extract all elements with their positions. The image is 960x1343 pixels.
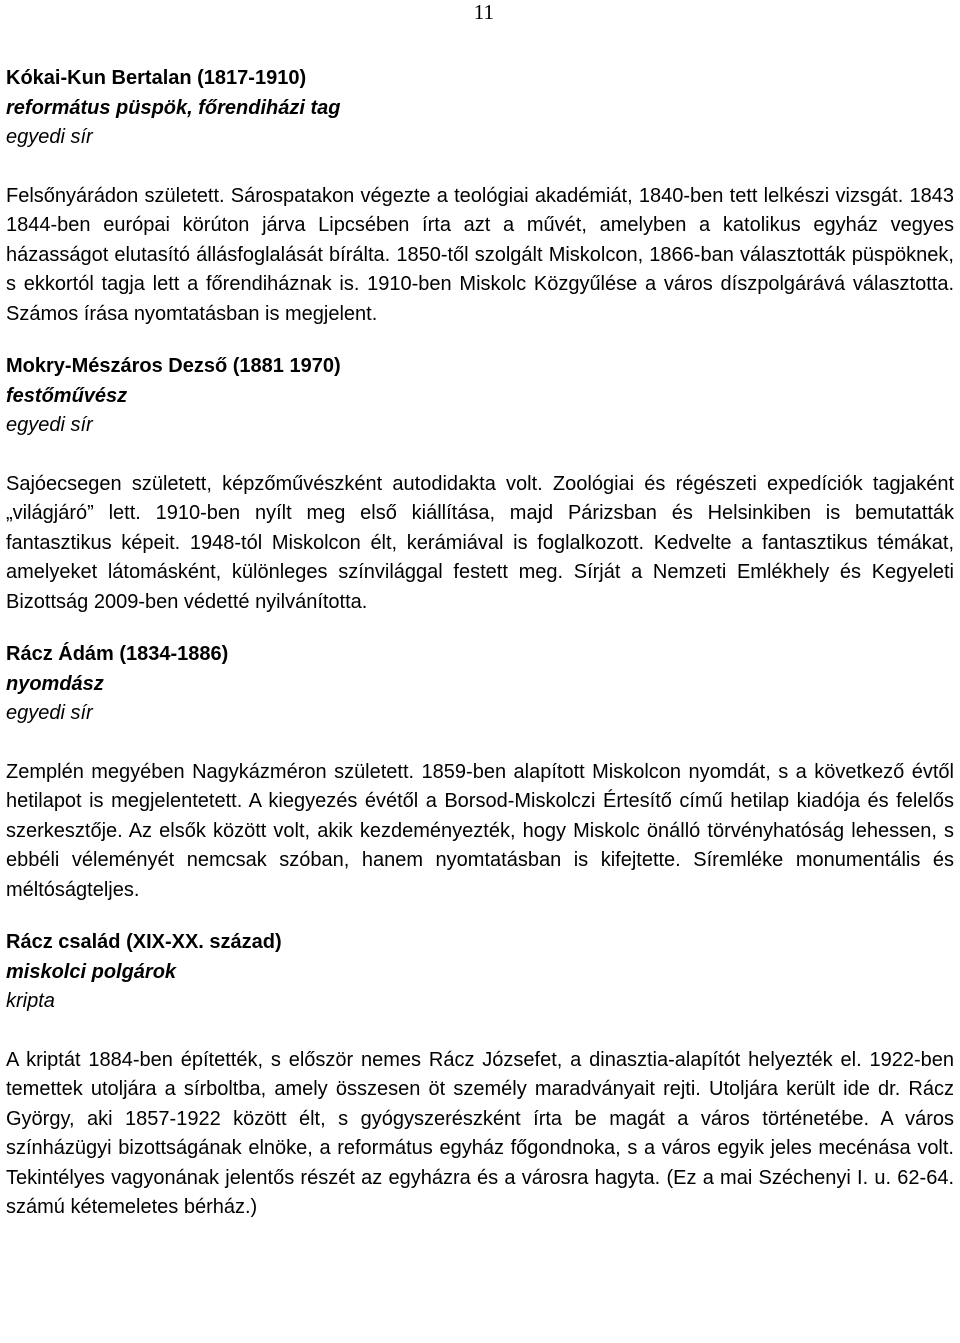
page-number: 11 — [473, 0, 494, 24]
entry-racz-adam — [6, 640, 954, 905]
entry-name: Rácz család (XIX-XX. század) — [6, 931, 282, 953]
entry-name: Mokry-Mészáros Dezső (1881 1970) — [6, 355, 341, 377]
entry-grave-type: kripta — [6, 990, 55, 1012]
entry-role: nyomdász — [6, 672, 104, 695]
entry-grave-type: egyedi sír — [6, 126, 93, 148]
entry-biography: Zemplén megyében Nagykázméron született. 1859-ben alapított Miskolcon nyomdát, s a következő évtől hetilapot is megjelentetett. A kiegyezés évétől a Borsod-Miskolczi Értesítő című hetilap kiadója és felelős szerkesztője. Az elsők között volt, akik kezdeményezték, hogy Miskolc önálló törvényhatóság lehessen, s ebbéli véleményét nemcsak szóban, hanem nyomtatásban is kifejtette. Síremléke monumentális és méltóságteljes. — [6, 760, 954, 901]
entry-biography: Sajóecsegen született, képzőművészként autodidakta volt. Zoológiai és régészeti expedíciók tagjaként „világjáró” lett. 1910-ben nyílt meg első kiállítása, majd Párizsban és Helsinkiben is bemutatták fantasztikus képeit. 1948-tól Miskolcon élt, kerámiával is foglalkozott. Kedvelte a fantasztikus témákat, amelyeket látomásként, különleges színvilággal festett meg. Sírját a Nemzeti Emlékhely és Kegyeleti Bizottság 2009-ben védetté nyilvánította. — [6, 472, 954, 613]
entry-grave-type: egyedi sír — [6, 414, 93, 436]
entry-mokry-meszaros-dezso — [6, 352, 954, 617]
entry-racz-csalad — [6, 928, 954, 1223]
entry-role: miskolci polgárok — [6, 960, 177, 983]
document-body — [6, 64, 954, 1223]
entry-kokai-kun-bertalan — [6, 64, 954, 329]
entry-role: református püspök, főrendiházi tag — [6, 96, 341, 119]
entry-biography: Felsőnyárádon született. Sárospatakon végezte a teológiai akadémiát, 1840-ben tett lelkészi vizsgát. 1843 1844-ben európai körúton járva Lipcsében írta azt a művét, amelyben a katolikus egyház vegyes házasságot elutasító állásfoglalását bírálta. 1850-től szolgált Miskolcon, 1866-ban választották püspöknek, s ekkortól tagja lett a főrendiháznak is. 1910-ben Miskolc Közgyűlése a város díszpolgárává választotta. Számos írása nyomtatásban is megjelent. — [6, 184, 954, 325]
entry-name: Rácz Ádám (1834-1886) — [6, 643, 229, 665]
entry-name: Kókai-Kun Bertalan (1817-1910) — [6, 67, 307, 89]
entry-grave-type: egyedi sír — [6, 702, 93, 724]
entry-biography: A kriptát 1884-ben építették, s először nemes Rácz Józsefet, a dinasztia-alapítót helyezték el. 1922-ben temettek utoljára a sírboltba, amely összesen öt személy maradványait rejti. Utoljára került ide dr. Rácz György, aki 1857-1922 között élt, s gyógyszerészként írta be magát a város történetébe. A város színházügyi bizottságának elnöke, a református egyház főgondnoka, s a város egyik jeles mecénása volt. Tekintélyes vagyonának jelentős részét az egyházra és a városra hagyta. (Ez a mai Széchenyi I. u. 62-64. számú kétemeletes bérház.) — [6, 1048, 954, 1218]
entry-role: festőművész — [6, 384, 128, 407]
